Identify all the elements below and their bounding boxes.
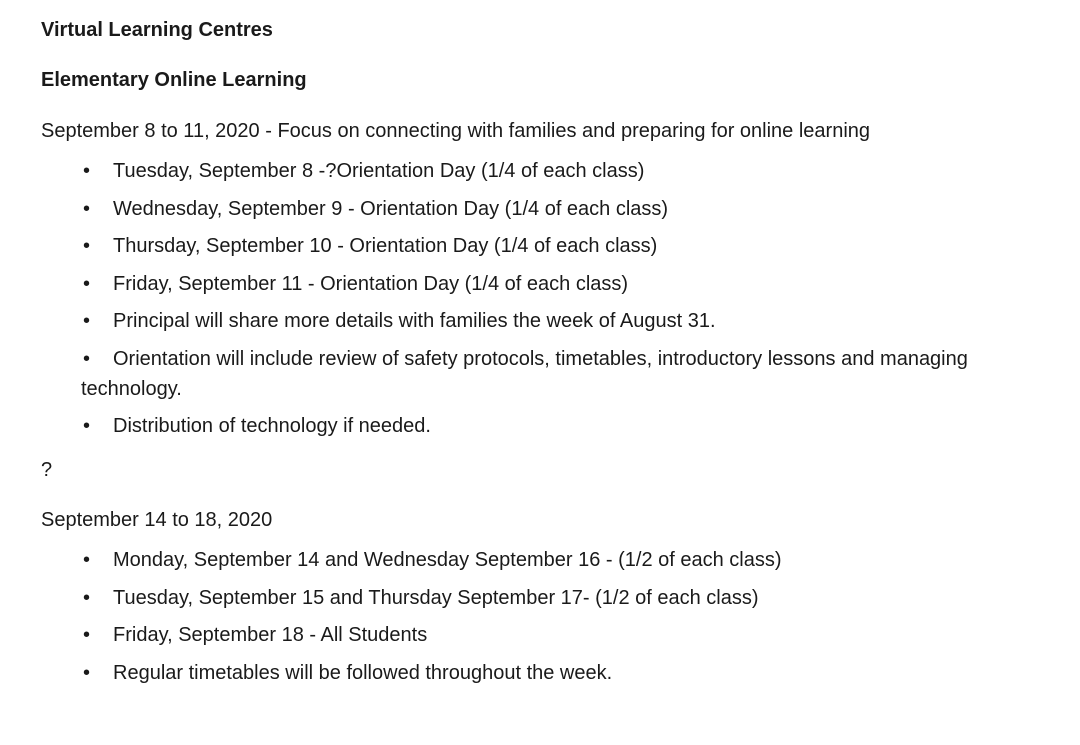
list-item-text: Tuesday, September 8 -?Orientation Day (1/4 of each class)	[113, 160, 645, 182]
section2-list	[41, 545, 1051, 688]
list-item-text: Wednesday, September 9 - Orientation Day (1/4 of each class)	[113, 197, 669, 220]
bullet-icon: •	[83, 549, 91, 571]
list-item	[81, 306, 1051, 336]
separator-mark: ?	[41, 459, 53, 481]
section1-list	[41, 156, 1051, 441]
list-item-text: Regular timetables will be followed throughout the week.	[113, 661, 613, 684]
page-title: Virtual Learning Centres	[41, 19, 273, 41]
bullet-icon: •	[83, 624, 91, 646]
bullet-icon: •	[83, 661, 91, 684]
list-item	[81, 269, 1051, 299]
bullet-icon: •	[83, 310, 91, 332]
document-body	[41, 15, 1051, 695]
list-item-text: Distribution of technology if needed.	[113, 415, 431, 437]
list-item-text: Friday, September 11 - Orientation Day (1/4 of each class)	[113, 272, 629, 295]
list-item-text: Monday, September 14 and Wednesday September 16 - (1/2 of each class)	[113, 549, 782, 571]
list-item	[81, 545, 1051, 575]
list-item-text: Thursday, September 10 - Orientation Day (1/4 of each class)	[113, 235, 658, 257]
list-item-text: Tuesday, September 15 and Thursday September 17- (1/2 of each class)	[113, 586, 759, 609]
bullet-icon: •	[83, 160, 91, 182]
bullet-icon: •	[83, 235, 91, 257]
bullet-icon: •	[83, 272, 91, 295]
bullet-icon: •	[83, 586, 91, 609]
list-item	[81, 583, 1051, 613]
bullet-icon: •	[83, 347, 91, 370]
list-item	[81, 194, 1051, 224]
list-item	[81, 344, 1051, 404]
list-item	[81, 620, 1051, 650]
bullet-icon: •	[83, 415, 91, 437]
list-item	[81, 231, 1051, 261]
list-item-text: Friday, September 18 - All Students	[113, 624, 428, 646]
list-item	[81, 658, 1051, 688]
list-item	[81, 156, 1051, 186]
list-item	[81, 411, 1051, 441]
bullet-icon: •	[83, 197, 91, 220]
list-item-text: Principal will share more details with families the week of August 31.	[113, 310, 716, 332]
section2-intro: September 14 to 18, 2020	[41, 509, 273, 531]
section1-intro: September 8 to 11, 2020 - Focus on connecting with families and preparing for online learning	[41, 120, 871, 142]
list-item-text: Orientation will include review of safety protocols, timetables, introductory lessons and managing technology.	[81, 347, 968, 400]
page-subtitle: Elementary Online Learning	[41, 69, 307, 91]
